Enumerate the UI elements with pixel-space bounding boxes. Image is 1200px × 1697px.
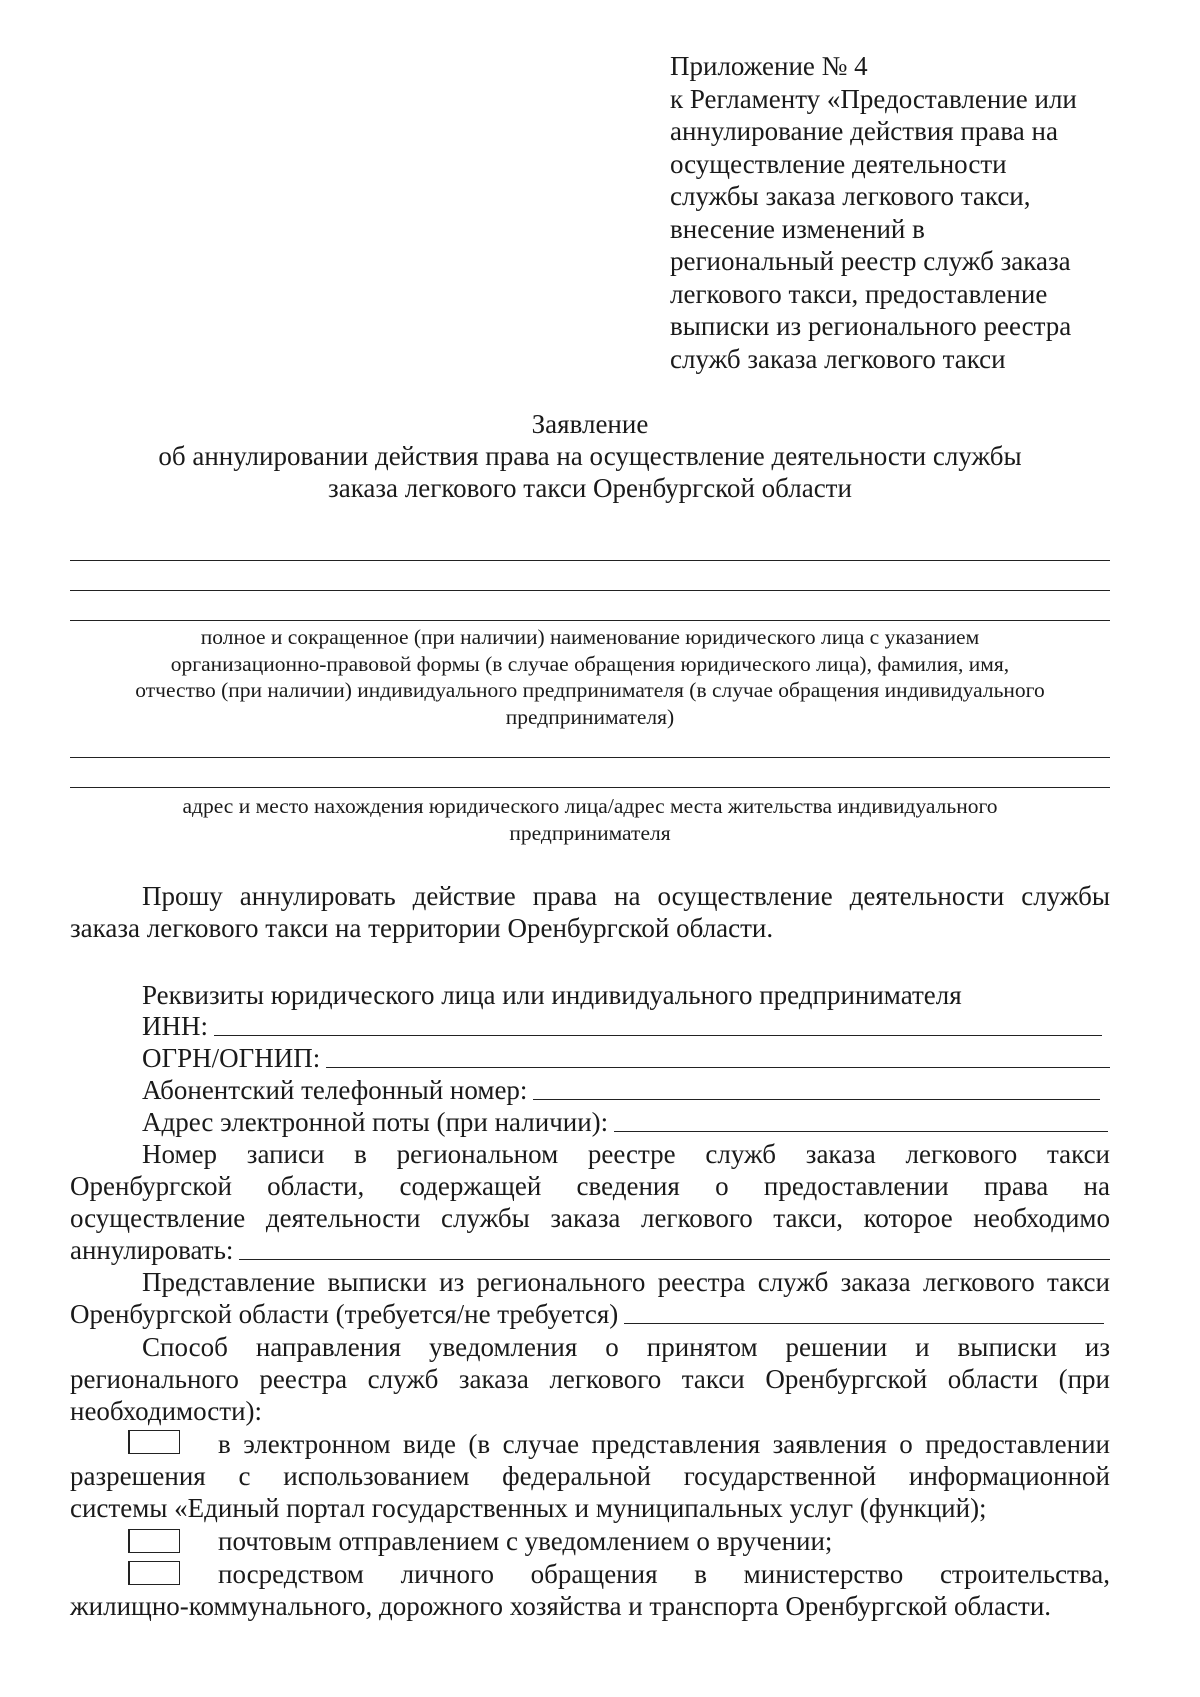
inn-field[interactable] [142,1010,1102,1042]
appendix-line: служб заказа легкового такси [670,343,1006,374]
notification-line: Способ направления уведомления о принятом решении и выписки из [142,1332,1110,1362]
caption-line: отчество (при наличии) индивидуального предпринимателя (в случае обращения индивидуального [135,678,1045,702]
address-caption [70,793,1110,846]
electronic-line: в электронном виде (в случае представления заявления о предоставлении [218,1429,1110,1459]
personal-line: жилищно-коммунального, дорожного хозяйства и транспорта Оренбургской области. [70,1591,1052,1621]
caption-line: адрес и место нахождения юридического лица/адрес места жительства индивидуального [182,794,998,818]
request-paragraph [70,880,1110,944]
title-line: заказа легкового такси Оренбургской области [328,473,852,503]
extract-paragraph [70,1266,1110,1298]
title-line: об аннулировании действия права на осуществление деятельности службы [158,441,1022,471]
inn-blank[interactable] [214,1035,1102,1036]
email-blank[interactable] [614,1131,1108,1132]
notification-line: регионального реестра служб заказа легкового такси Оренбургской области (при [70,1364,1110,1394]
personal-option [70,1558,1110,1622]
phone-blank[interactable] [533,1099,1100,1100]
record-number-field[interactable] [70,1234,1110,1266]
email-field[interactable] [142,1106,1108,1138]
appendix-line: региональный реестр служб заказа [670,246,1071,276]
requisites-heading: Реквизиты юридического лица или индивидуального предпринимателя [142,980,962,1010]
extract-label: Оренбургской области (требуется/не требуется) [70,1299,619,1329]
extract-line: Представление выписки из регионального реестра служб заказа легкового такси [142,1267,1110,1297]
record-paragraph [70,1138,1110,1234]
electronic-line: системы «Единый портал государственных и муниципальных услуг (функций); [70,1493,987,1523]
appendix-line: службы заказа легкового такси, [670,181,1031,211]
notification-paragraph [70,1331,1110,1427]
address-line-1[interactable] [70,757,1110,758]
request-line: заказа легкового такси на территории Оренбургской области. [70,913,774,943]
email-label: Адрес электронной поты (при наличии): [142,1107,609,1137]
caption-line: организационно-правовой формы (в случае обращения юридического лица), фамилия, имя, [170,651,1010,676]
ogrn-label: ОГРН/ОГНИП: [142,1043,321,1073]
title-line: Заявление [531,409,649,439]
ogrn-blank[interactable] [326,1067,1110,1068]
appendix-line: легкового такси, предоставление [670,278,1048,309]
record-line: Оренбургской области, содержащей сведения о предоставлении права на [70,1171,1110,1201]
caption-line: предпринимателя [509,820,671,845]
postal-checkbox[interactable] [128,1529,180,1553]
extract-blank[interactable] [624,1323,1104,1324]
applicant-name-line-1[interactable] [70,560,1110,561]
ogrn-field[interactable] [142,1042,1110,1074]
appendix-line: выписки из регионального реестра [670,311,1072,341]
appendix-line: к Регламенту «Предоставление или [670,83,1077,114]
notification-line: необходимости): [70,1396,263,1426]
personal-line: посредством личного обращения в министерство строительства, [218,1559,1110,1589]
request-line: Прошу аннулировать действие права на осуществление деятельности службы [142,881,1110,911]
phone-label: Абонентский телефонный номер: [142,1075,528,1105]
appendix-line: аннулирование действия права на [670,116,1058,146]
document-title [70,408,1110,504]
record-line: осуществление деятельности службы заказа легкового такси, которое необходимо [70,1203,1110,1233]
record-number-blank[interactable] [239,1259,1110,1260]
postal-option-label: почтовым отправлением с уведомлением о вручении; [218,1526,833,1556]
applicant-name-caption [70,624,1110,730]
appendix-header [670,50,1130,375]
electronic-line: разрешения с использованием федеральной государственной информационной [70,1461,1110,1491]
record-number-label: аннулировать: [70,1235,234,1265]
applicant-name-line-2[interactable] [70,590,1110,591]
extract-field[interactable] [70,1298,1104,1330]
inn-label: ИНН: [142,1011,208,1041]
appendix-line: осуществление деятельности [670,148,1007,179]
caption-line: полное и сокращенное (при наличии) наименование юридического лица с указанием [200,625,980,649]
electronic-option [70,1428,1110,1524]
applicant-name-line-3[interactable] [70,620,1110,621]
caption-line: предпринимателя) [505,704,675,729]
record-line: Номер записи в региональном реестре служб заказа легкового такси [142,1139,1110,1169]
phone-field[interactable] [142,1074,1100,1106]
appendix-line: Приложение № 4 [670,51,868,81]
appendix-line: внесение изменений в [670,213,925,244]
address-line-2[interactable] [70,787,1110,788]
